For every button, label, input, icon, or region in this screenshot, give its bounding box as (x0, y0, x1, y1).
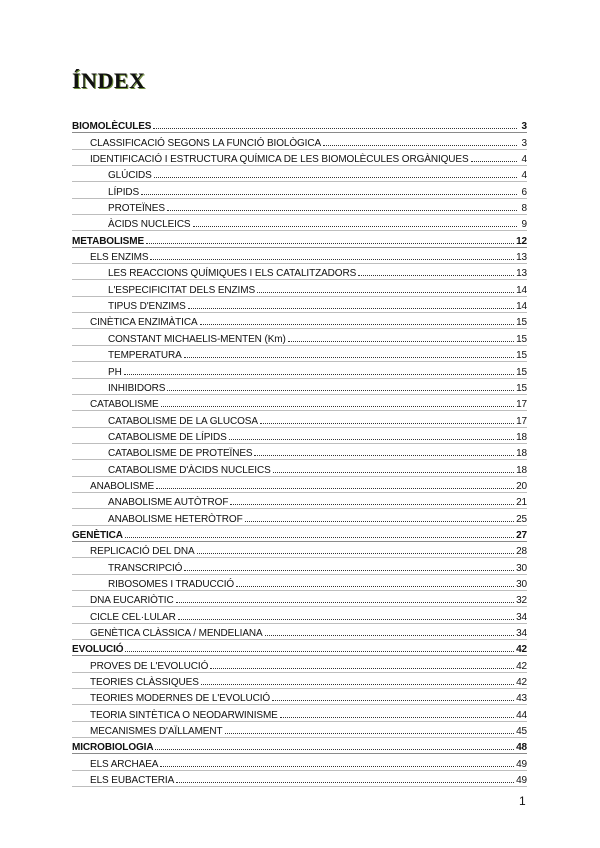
toc-entry-page: 18 (516, 464, 527, 476)
dot-leader (201, 684, 514, 685)
toc-entry[interactable] (72, 460, 527, 476)
toc-entry[interactable] (72, 199, 527, 215)
toc-entry-page: 13 (516, 268, 527, 280)
toc-entry[interactable] (72, 117, 527, 133)
toc-entry[interactable] (72, 379, 527, 395)
toc-entry-title: IDENTIFICACIÓ I ESTRUCTURA QUÍMICA DE LES BIOMOLÈCULES ORGÀNIQUES (90, 154, 469, 166)
toc-entry-page: 9 (521, 219, 527, 231)
toc-entry-title: CATABOLISME DE LA GLUCOSA (108, 415, 258, 427)
toc-entry-title: GENÈTICA (72, 529, 123, 541)
toc-entry[interactable] (72, 575, 527, 591)
toc-entry-page: 45 (516, 726, 527, 738)
toc-entry[interactable] (72, 264, 527, 280)
toc-entry-title: ELS EUBACTERIA (90, 775, 175, 787)
toc-entry-page: 15 (516, 333, 527, 345)
toc-entry-title: GLÚCIDS (108, 170, 152, 182)
toc-entry[interactable] (72, 477, 527, 493)
toc-entry-title: METABOLISME (72, 235, 145, 247)
toc-entry-page: 20 (516, 480, 527, 492)
toc-entry-page: 3 (521, 137, 527, 149)
toc-entry[interactable] (72, 444, 527, 460)
toc-entry-title: ANABOLISME HETERÒTROF (108, 513, 243, 525)
dot-leader (200, 324, 515, 325)
toc-entry[interactable] (72, 493, 527, 509)
toc-entry[interactable] (72, 656, 527, 672)
dot-leader (265, 635, 514, 636)
toc-entry-title: CATABOLISME D'ÀCIDS NUCLEICS (108, 464, 271, 476)
toc-entry[interactable] (72, 558, 527, 574)
toc-entry-page: 42 (516, 644, 527, 656)
toc-entry-page: 14 (516, 284, 527, 296)
dot-leader (254, 455, 514, 456)
toc-entry-title: CLASSIFICACIÓ SEGONS LA FUNCIÓ BIOLÒGICA (90, 137, 322, 149)
toc-entry-page: 30 (516, 562, 527, 574)
dot-leader (167, 210, 517, 211)
toc-entry[interactable] (72, 624, 527, 640)
toc-entry-page: 6 (521, 186, 527, 198)
dot-leader (229, 439, 514, 440)
dot-leader (150, 259, 514, 260)
dot-leader (260, 423, 514, 424)
toc-entry-page: 25 (516, 513, 527, 525)
toc-entry[interactable] (72, 411, 527, 427)
dot-leader (280, 717, 514, 718)
toc-entry[interactable] (72, 591, 527, 607)
toc-entry-title: L'ESPECIFICITAT DELS ENZIMS (108, 284, 256, 296)
dot-leader (288, 341, 514, 342)
dot-leader (141, 194, 517, 195)
dot-leader (323, 145, 517, 146)
toc-entry[interactable] (72, 705, 527, 721)
toc-entry-title: BIOMOLÈCULES (72, 121, 152, 133)
toc-entry-title: CICLE CEL·LULAR (90, 611, 176, 623)
dot-leader (184, 357, 514, 358)
toc-entry[interactable] (72, 182, 527, 198)
toc-entry-title: PROVES DE L'EVOLUCIÓ (90, 660, 209, 672)
toc-entry[interactable] (72, 640, 527, 656)
dot-leader (193, 226, 517, 227)
toc-entry-title: GENÈTICA CLÀSSICA / MENDELIANA (90, 628, 263, 639)
toc-entry-page: 42 (516, 677, 527, 689)
dot-leader (197, 553, 515, 554)
dot-leader (146, 243, 514, 244)
dot-leader (125, 537, 514, 538)
toc-entry[interactable] (72, 280, 527, 296)
toc-entry-page: 4 (521, 170, 527, 182)
toc-entry[interactable] (72, 215, 527, 231)
toc-entry-page: 3 (521, 121, 527, 133)
toc-entry[interactable] (72, 509, 527, 525)
toc-entry-page: 48 (516, 742, 527, 754)
dot-leader (358, 275, 514, 276)
dot-leader (471, 161, 517, 162)
dot-leader (176, 782, 514, 783)
toc-entry-page: 14 (516, 301, 527, 313)
toc-entry-page: 4 (521, 154, 527, 166)
dot-leader (154, 177, 517, 178)
dot-leader (188, 308, 514, 309)
toc-entry[interactable] (72, 771, 527, 787)
toc-entry-page: 43 (516, 693, 527, 705)
dot-leader (167, 390, 514, 391)
toc-entry-page: 32 (516, 595, 527, 607)
toc-entry-title: ANABOLISME (90, 480, 155, 492)
toc-entry-page: 15 (516, 382, 527, 394)
toc-entry[interactable] (72, 297, 527, 313)
toc-entry-page: 12 (516, 235, 527, 247)
toc-entry-title: ELS ARCHAEA (90, 758, 159, 770)
dot-leader (225, 733, 515, 734)
toc-entry[interactable] (72, 722, 527, 738)
toc-entry[interactable] (72, 313, 527, 329)
dot-leader (273, 472, 514, 473)
toc-entry[interactable] (72, 231, 527, 247)
toc-entry-title: CONSTANT MICHAELIS-MENTEN (Km) (108, 333, 286, 345)
toc-entry[interactable] (72, 542, 527, 558)
dot-leader (178, 619, 514, 620)
toc-entry-page: 18 (516, 448, 527, 460)
toc-entry-page: 17 (516, 415, 527, 427)
dot-leader (124, 374, 514, 375)
toc-entry-page: 42 (516, 660, 527, 672)
toc-entry-title: TEORIES MODERNES DE L'EVOLUCIÓ (90, 693, 271, 705)
toc-entry[interactable] (72, 607, 527, 623)
toc-entry-title: PROTEÏNES (108, 203, 165, 215)
dot-leader (272, 700, 514, 701)
toc-entry[interactable] (72, 329, 527, 345)
toc-entry-title: CATABOLISME DE LÍPIDS (108, 431, 227, 443)
toc-entry-title: TEMPERATURA (108, 350, 182, 362)
toc-entry-page: 34 (516, 628, 527, 639)
toc-entry-title: TEORIES CLÀSSIQUES (90, 677, 199, 689)
toc-entry[interactable] (72, 133, 527, 149)
toc-entry-title: ÀCIDS NUCLEICS (108, 219, 191, 231)
toc-entry-page: 30 (516, 578, 527, 590)
toc-entry-title: TEORIA SINTÈTICA O NEODARWINISME (90, 709, 278, 721)
toc-entry[interactable] (72, 673, 527, 689)
dot-leader (125, 651, 514, 652)
toc-entry-title: REPLICACIÓ DEL DNA (90, 546, 195, 558)
dot-leader (153, 128, 517, 129)
toc-entry-page: 28 (516, 546, 527, 558)
toc-entry-title: ANABOLISME AUTÒTROF (108, 497, 229, 509)
toc-entry-page: 15 (516, 350, 527, 362)
toc-entry-page: 13 (516, 252, 527, 264)
toc-entry-title: LES REACCIONS QUÍMIQUES I ELS CATALITZADORS (108, 268, 357, 280)
toc-entry[interactable] (72, 248, 527, 264)
toc-entry-title: RIBOSOMES I TRADUCCIÓ (108, 578, 235, 590)
toc-entry-page: 8 (521, 203, 527, 215)
toc-entry-title: INHIBIDORS (108, 382, 166, 394)
dot-leader (236, 586, 514, 587)
dot-leader (176, 602, 514, 603)
toc-entry-page: 27 (516, 529, 527, 541)
toc-entry-page: 15 (516, 366, 527, 378)
toc-entry[interactable] (72, 428, 527, 444)
toc-entry-page: 18 (516, 431, 527, 443)
toc-entry-title: DNA EUCARIÒTIC (90, 595, 174, 607)
toc-entry-title: CATABOLISME DE PROTEÏNES (108, 448, 253, 460)
dot-leader (155, 749, 514, 750)
toc-entry[interactable] (72, 738, 527, 754)
dot-leader (160, 766, 514, 767)
toc-entry-title: PH (108, 366, 122, 378)
dot-leader (230, 504, 514, 505)
toc-entry-title: TRANSCRIPCIÓ (108, 562, 183, 574)
toc-entry-title: MECANISMES D'AÏLLAMENT (90, 726, 223, 738)
dot-leader (210, 668, 514, 669)
toc-entry-page: 49 (516, 758, 527, 770)
dot-leader (184, 570, 514, 571)
toc-entry-page: 15 (516, 317, 527, 329)
toc-entry-title: LÍPIDS (108, 186, 140, 198)
dot-leader (245, 521, 514, 522)
toc-entry[interactable] (72, 150, 527, 166)
table-of-contents (72, 117, 527, 787)
toc-entry-page: 17 (516, 399, 527, 411)
toc-entry-page: 21 (516, 497, 527, 509)
toc-entry-title: ELS ENZIMS (90, 252, 149, 264)
toc-entry[interactable] (72, 166, 527, 182)
toc-entry-title: CINÈTICA ENZIMÀTICA (90, 317, 198, 329)
toc-entry-page: 44 (516, 709, 527, 721)
dot-leader (161, 406, 515, 407)
toc-entry[interactable] (72, 689, 527, 705)
page-title: ÍNDEX (72, 68, 146, 93)
page-number: 1 (519, 794, 526, 808)
toc-entry-title: CATABOLISME (90, 399, 159, 411)
toc-entry-title: TIPUS D'ENZIMS (108, 301, 186, 313)
dot-leader (156, 488, 514, 489)
dot-leader (257, 292, 514, 293)
toc-entry-title: MICROBIOLOGIA (72, 742, 154, 754)
toc-entry[interactable] (72, 362, 527, 378)
toc-entry[interactable] (72, 754, 527, 770)
toc-entry[interactable] (72, 526, 527, 542)
toc-entry-page: 49 (516, 775, 527, 787)
toc-entry[interactable] (72, 346, 527, 362)
toc-entry-title: EVOLUCIÓ (72, 644, 124, 656)
toc-entry-page: 34 (516, 611, 527, 623)
toc-entry[interactable] (72, 395, 527, 411)
